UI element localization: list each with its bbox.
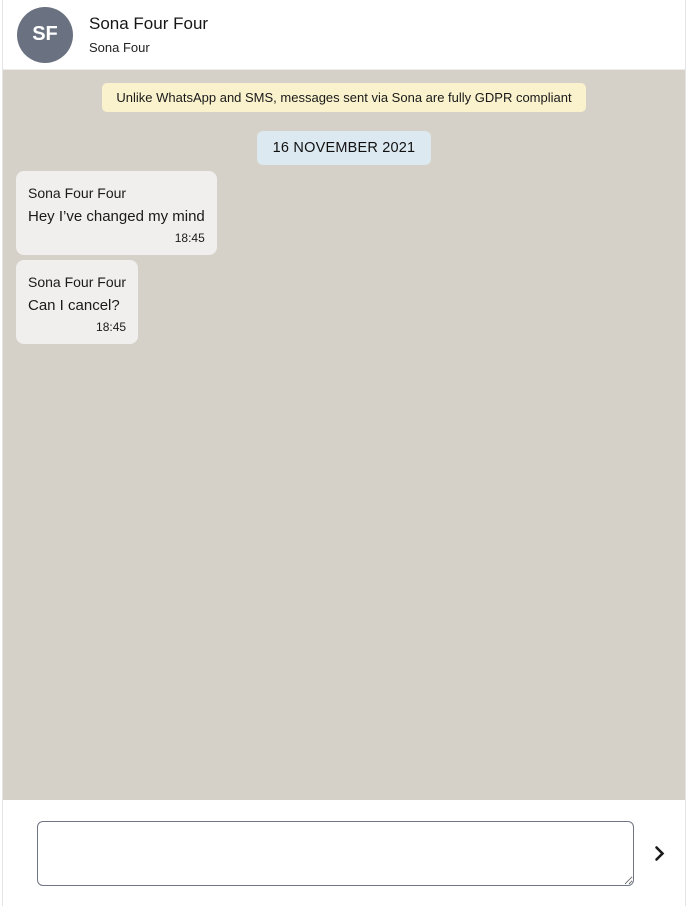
message-sender: Sona Four Four [28, 274, 127, 290]
message-time: 18:45 [174, 231, 205, 245]
message-text: Hey I’ve changed my mind [28, 208, 205, 225]
message-bubble [16, 260, 138, 344]
avatar [17, 7, 73, 63]
message-sender: Sona Four Four [28, 185, 127, 201]
message-text: Can I cancel? [28, 297, 120, 314]
gdpr-banner: Unlike WhatsApp and SMS, messages sent via Sona are fully GDPR compliant [102, 83, 585, 112]
composer [3, 800, 685, 906]
contact-name: Sona Four Four [89, 13, 209, 33]
date-separator: 16 NOVEMBER 2021 [257, 131, 432, 165]
send-button[interactable] [634, 800, 685, 906]
message-list [16, 171, 217, 349]
message-time: 18:45 [96, 320, 127, 334]
chat-window [2, 0, 686, 906]
contact-identity [89, 14, 208, 55]
contact-subtitle: Sona Four [89, 40, 150, 56]
message-input[interactable] [37, 821, 634, 886]
chevron-right-icon [654, 845, 665, 862]
message-area [3, 70, 685, 800]
avatar-initials: SF [32, 23, 58, 45]
chat-header [3, 0, 685, 70]
message-bubble [16, 171, 217, 255]
